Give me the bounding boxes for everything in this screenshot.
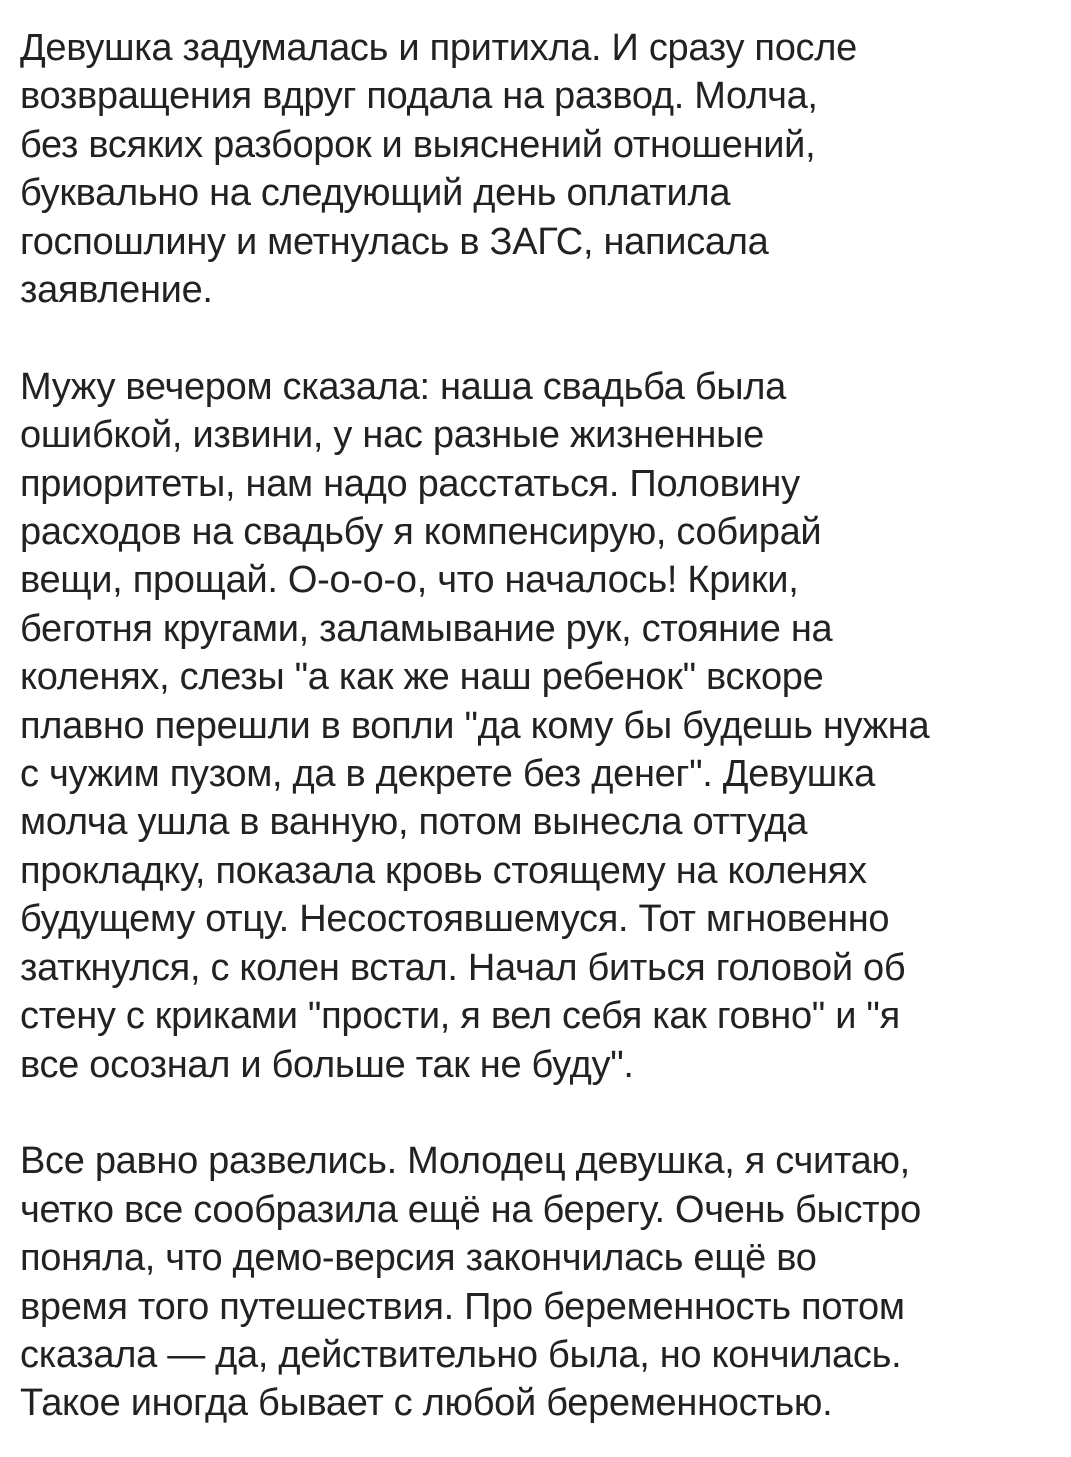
paragraph-2 — [20, 363, 1060, 1089]
text-line: вещи, прощай. О-о-о-о, что началось! Крики, — [20, 559, 799, 602]
text-line: госпошлину и метнулась в ЗАГС, написала — [20, 220, 769, 263]
text-line: прокладку, показала кровь стоящему на коленях — [20, 849, 867, 892]
text-line: без всяких разборок и выяснений отношений, — [20, 123, 816, 166]
text-line: с чужим пузом, да в декрете без денег". Девушка — [20, 753, 875, 796]
text-line: приоритеты, нам надо расстаться. Половину — [20, 462, 800, 505]
text-line: сказала — да, действительно была, но кончилась. — [20, 1333, 902, 1376]
text-line: Такое иногда бывает с любой беременностью. — [20, 1382, 833, 1425]
text-line: время того путешествия. Про беременность потом — [20, 1285, 905, 1328]
text-line: беготня кругами, заламывание рук, стояние на — [20, 607, 833, 650]
text-line: плавно перешли в вопли "да кому бы будешь нужна — [20, 704, 930, 747]
text-line: Все равно развелись. Молодец девушка, я считаю, — [20, 1140, 910, 1183]
text-line: заявление. — [20, 269, 213, 312]
text-line: молча ушла в ванную, потом вынесла оттуда — [20, 801, 808, 844]
text-line: ошибкой, извини, у нас разные жизненные — [20, 414, 764, 457]
text-line: Мужу вечером сказала: наша свадьба была — [20, 365, 787, 408]
text-line: Девушка задумалась и притихла. И сразу после — [20, 27, 857, 69]
text-line: четко все сообразила ещё на берегу. Очень быстро — [20, 1188, 921, 1231]
post-text — [20, 24, 1060, 1428]
text-line: расходов на свадьбу я компенсирую, собирай — [20, 511, 822, 554]
text-line: поняла, что демо-версия закончилась ещё во — [20, 1237, 817, 1280]
text-line: возвращения вдруг подала на развод. Молча, — [20, 75, 818, 118]
text-line: коленях, слезы "а как же наш ребенок" вскоре — [20, 656, 824, 699]
paragraph-3 — [20, 1137, 1060, 1427]
text-line: заткнулся, с колен встал. Начал биться головой об — [20, 946, 906, 989]
text-line: все осознал и больше так не буду". — [20, 1043, 634, 1086]
text-line: будущему отцу. Несостоявшемуся. Тот мгновенно — [20, 898, 890, 941]
paragraph-1 — [20, 24, 1060, 314]
text-line: стену с криками "прости, я вел себя как говно" и "я — [20, 995, 900, 1038]
text-line: буквально на следующий день оплатила — [20, 172, 731, 215]
